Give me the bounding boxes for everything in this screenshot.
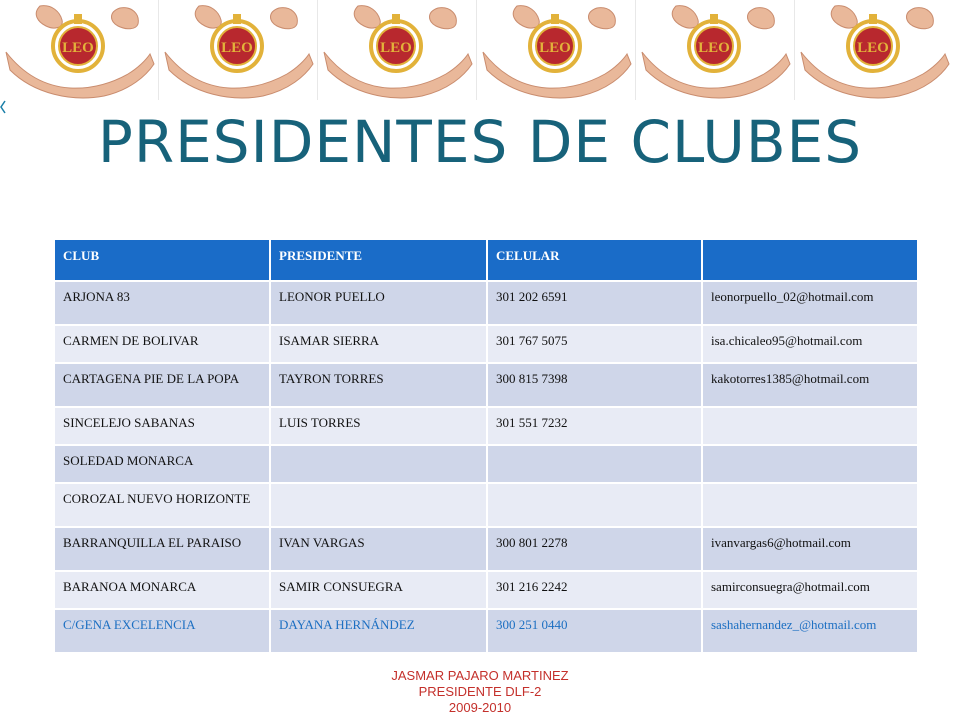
- cell-celular: 301 767 5075: [487, 325, 702, 363]
- cell-presidente: DAYANA HERNÁNDEZ: [270, 609, 487, 653]
- logo-text: LEO: [539, 40, 571, 56]
- cell-email: isa.chicaleo95@hotmail.com: [702, 325, 918, 363]
- table-row: [54, 445, 918, 483]
- cell-email: [702, 483, 918, 527]
- cell-club: ARJONA 83: [54, 281, 270, 325]
- cell-email: sashahernandez_@hotmail.com: [702, 609, 918, 653]
- logo-text: LEO: [221, 40, 253, 56]
- table-row: [54, 281, 918, 325]
- cell-club: SOLEDAD MONARCA: [54, 445, 270, 483]
- table-header-row: [54, 239, 918, 281]
- cell-presidente: ISAMAR SIERRA: [270, 325, 487, 363]
- hands-logo-icon: [636, 0, 794, 100]
- logo-text: LEO: [380, 40, 412, 56]
- cell-presidente: [270, 483, 487, 527]
- leo-logo-tile: [794, 0, 953, 100]
- footer-role: PRESIDENTE DLF-2: [418, 684, 542, 699]
- logo-text: LEO: [857, 40, 889, 56]
- cell-presidente: [270, 445, 487, 483]
- cell-email: [702, 407, 918, 445]
- cell-celular: 301 202 6591: [487, 281, 702, 325]
- cell-presidente: IVAN VARGAS: [270, 527, 487, 571]
- table-row: [54, 363, 918, 407]
- hands-logo-icon: [159, 0, 317, 100]
- logo-banner: [0, 0, 960, 100]
- cell-email: [702, 445, 918, 483]
- logo-text: LEO: [62, 40, 94, 56]
- cell-club: CARMEN DE BOLIVAR: [54, 325, 270, 363]
- table-row: [54, 527, 918, 571]
- table-row: [54, 571, 918, 609]
- cell-celular: [487, 445, 702, 483]
- table-row: [54, 483, 918, 527]
- cell-celular: 301 551 7232: [487, 407, 702, 445]
- table-row: [54, 325, 918, 363]
- header-presidente: PRESIDENTE: [270, 239, 487, 281]
- cell-celular: [487, 483, 702, 527]
- cell-presidente: TAYRON TORRES: [270, 363, 487, 407]
- cell-club: C/GENA EXCELENCIA: [54, 609, 270, 653]
- hands-logo-icon: [318, 0, 476, 100]
- cell-club: SINCELEJO SABANAS: [54, 407, 270, 445]
- header-celular: CELULAR: [487, 239, 702, 281]
- clubs-table: [53, 238, 919, 654]
- cell-club: BARRANQUILLA EL PARAISO: [54, 527, 270, 571]
- logo-text: LEO: [698, 40, 730, 56]
- hands-logo-icon: [477, 0, 635, 100]
- table-row: [54, 407, 918, 445]
- cell-email: ivanvargas6@hotmail.com: [702, 527, 918, 571]
- header-email: [702, 239, 918, 281]
- leo-logo-tile: [0, 0, 158, 100]
- footer-credit: [0, 668, 960, 716]
- page-title: PRESIDENTES DE CLUBES: [97, 108, 863, 176]
- cell-presidente: SAMIR CONSUEGRA: [270, 571, 487, 609]
- cell-presidente: LEONOR PUELLO: [270, 281, 487, 325]
- hands-logo-icon: [0, 0, 158, 100]
- cell-celular: 300 251 0440: [487, 609, 702, 653]
- table-row: [54, 609, 918, 653]
- footer-name: JASMAR PAJARO MARTINEZ: [391, 668, 569, 683]
- header-club: CLUB: [54, 239, 270, 281]
- leo-logo-tile: [317, 0, 476, 100]
- cell-celular: 301 216 2242: [487, 571, 702, 609]
- cell-email: samirconsuegra@hotmail.com: [702, 571, 918, 609]
- cell-email: leonorpuello_02@hotmail.com: [702, 281, 918, 325]
- cell-club: CARTAGENA PIE DE LA POPA: [54, 363, 270, 407]
- cell-presidente: LUIS TORRES: [270, 407, 487, 445]
- leo-logo-tile: [158, 0, 317, 100]
- footer-period: 2009-2010: [448, 700, 512, 715]
- table-body: [54, 281, 918, 653]
- cell-celular: 300 815 7398: [487, 363, 702, 407]
- cell-club: BARANOA MONARCA: [54, 571, 270, 609]
- cell-email: kakotorres1385@hotmail.com: [702, 363, 918, 407]
- hands-logo-icon: [795, 0, 953, 100]
- cell-celular: 300 801 2278: [487, 527, 702, 571]
- cell-club: COROZAL NUEVO HORIZONTE: [54, 483, 270, 527]
- leo-logo-tile: [635, 0, 794, 100]
- leo-logo-tile: [476, 0, 635, 100]
